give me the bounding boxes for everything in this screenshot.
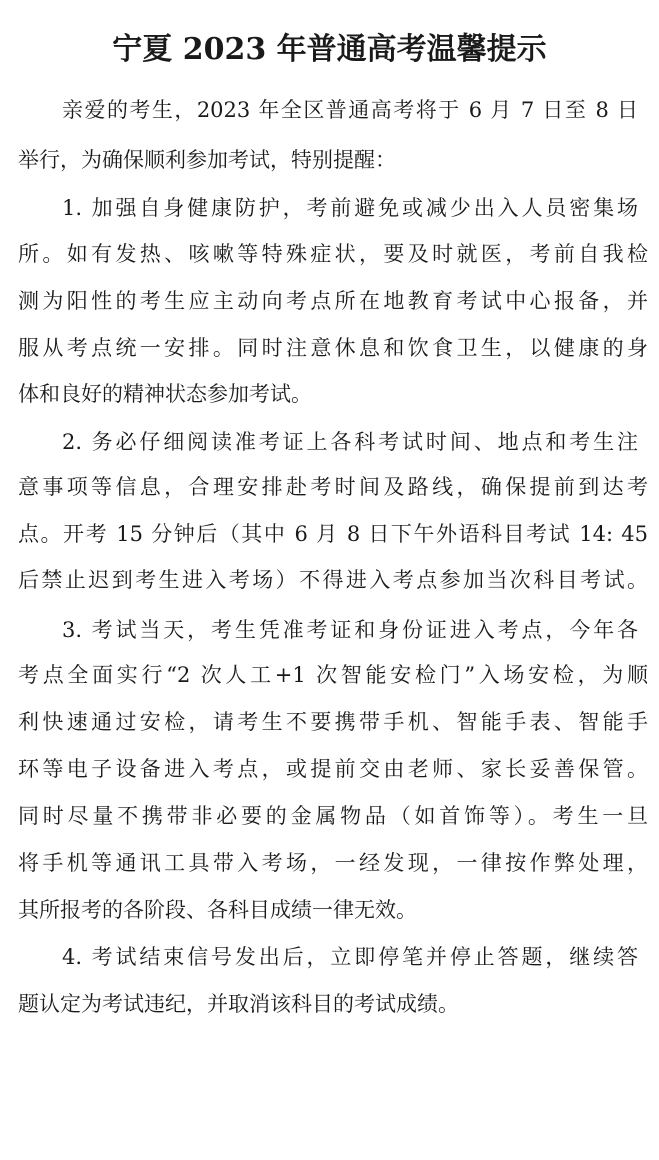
paragraph-intro-line-1: 亲爱的考生，2023 年全区普通高考将于 6 月 7 日至 8 日: [62, 98, 638, 122]
paragraph-2-line-2: 意事项等信息，合理安排赴考时间及路线，确保提前到达考: [18, 475, 648, 499]
paragraph-1-line-1: 1. 加强自身健康防护，考前避免或减少出入人员密集场: [62, 196, 638, 220]
paragraph-3-line-5: 同时尽量不携带非必要的金属物品（如首饰等）。考生一旦: [18, 804, 648, 828]
paragraph-4-line-2: 题认定为考试违纪，并取消该科目的考试成绩。: [18, 992, 459, 1016]
paragraph-3-line-7: 其所报考的各阶段、各科目成绩一律无效。: [18, 898, 417, 922]
paragraph-3-line-4: 环等电子设备进入考点，或提前交由老师、家长妥善保管。: [18, 757, 648, 781]
paragraph-2-line-4: 后禁止迟到考生进入考场）不得进入考点参加当次科目考试。: [18, 568, 648, 592]
page-title: 宁夏 2023 年普通高考温馨提示: [112, 32, 547, 67]
paragraph-intro-line-2: 举行，为确保顺利参加考试，特别提醒：: [18, 148, 396, 172]
paragraph-3-line-1: 3. 考试当天，考生凭准考证和身份证进入考点，今年各: [62, 618, 638, 642]
paragraph-1-line-2: 所。如有发热、咳嗽等特殊症状，要及时就医，考前自我检: [18, 242, 648, 266]
paragraph-2-line-1: 2. 务必仔细阅读准考证上各科考试时间、地点和考生注: [62, 430, 638, 454]
paragraph-1-line-5: 体和良好的精神状态参加考试。: [18, 382, 312, 406]
paragraph-1-line-4: 服从考点统一安排。同时注意休息和饮食卫生，以健康的身: [18, 336, 648, 360]
paragraph-2-line-3: 点。开考 15 分钟后（其中 6 月 8 日下午外语科目考试 14: 45: [18, 522, 648, 546]
paragraph-4-line-1: 4. 考试结束信号发出后，立即停笔并停止答题，继续答: [62, 945, 638, 969]
paragraph-3-line-6: 将手机等通讯工具带入考场，一经发现，一律按作弊处理，: [18, 851, 648, 875]
paragraph-3-line-2: 考点全面实行“2 次人工+1 次智能安检门”入场安检，为顺: [18, 663, 648, 687]
paragraph-3-line-3: 利快速通过安检，请考生不要携带手机、智能手表、智能手: [18, 710, 648, 734]
paragraph-1-line-3: 测为阳性的考生应主动向考点所在地教育考试中心报备，并: [18, 289, 648, 313]
